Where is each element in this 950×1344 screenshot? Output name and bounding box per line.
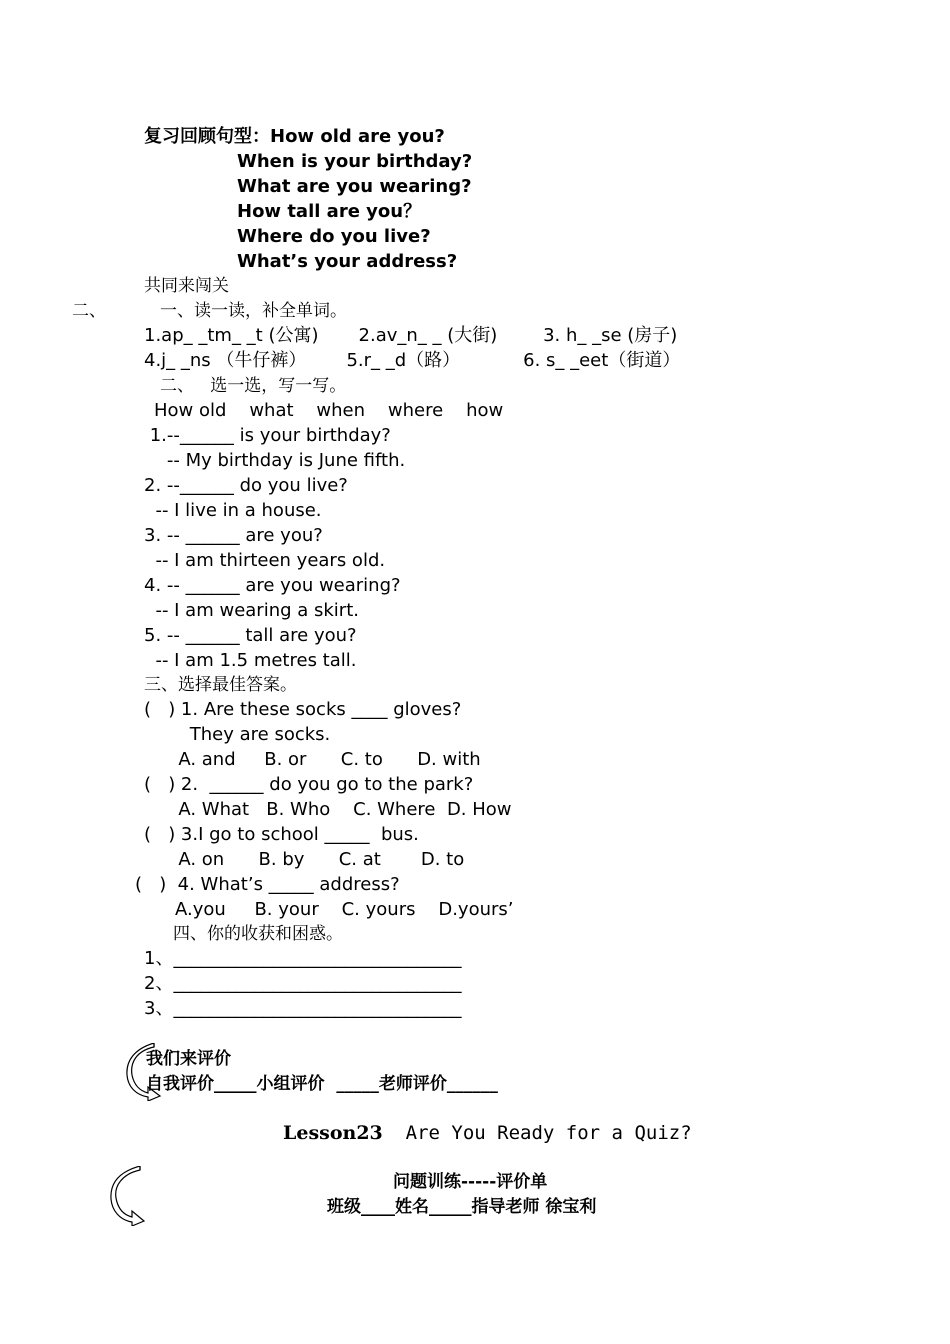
- exercise-line: -- I am wearing a skirt.: [144, 600, 359, 621]
- lesson-name: Are You Ready for a Quiz?: [382, 1122, 692, 1144]
- evaluation-line: 自我评价_____小组评价 _____老师评价______: [146, 1074, 498, 1094]
- review-question: What are you wearing?: [237, 176, 472, 197]
- section-number: 二、: [72, 301, 106, 321]
- exercise-line: -- My birthday is June fifth.: [144, 450, 406, 471]
- review-question: What’s your address?: [237, 251, 458, 272]
- part2-heading: 二、 选一选，写一写。: [160, 376, 347, 396]
- question-line: ( ) 3.I go to school _____ bus.: [144, 824, 419, 845]
- part1-heading: 一、读一读，补全单词。: [160, 301, 347, 321]
- curved-arrow-icon: [110, 1166, 146, 1226]
- question-line: ( ) 4. What’s _____ address?: [135, 874, 400, 895]
- question-options: A.you B. your C. yours D.yours’: [135, 899, 514, 920]
- question-options: A. and B. or C. to D. with: [144, 749, 481, 770]
- part4-heading: 四、你的收获和困惑。: [173, 924, 343, 944]
- question-line: ( ) 2. ______ do you go to the park?: [144, 774, 474, 795]
- review-label: 复习回顾句型：: [144, 126, 270, 147]
- review-question: When is your birthday?: [237, 151, 473, 172]
- exercise-line: -- I live in a house.: [144, 500, 322, 521]
- question-line: ( ) 1. Are these socks ____ gloves?: [144, 699, 462, 720]
- exercise-line: 4. -- ______ are you wearing?: [144, 575, 401, 596]
- answer-line: 1、________________________________: [144, 948, 462, 969]
- question-options: A. What B. Who C. Where D. How: [144, 799, 512, 820]
- part3-heading: 三、选择最佳答案。: [144, 675, 297, 695]
- review-question: Where do you live?: [237, 226, 431, 247]
- section-heading-together: 共同来闯关: [144, 276, 229, 296]
- lesson-number: Lesson23: [283, 1122, 383, 1144]
- review-line-1: [144, 126, 445, 148]
- question-options: A. on B. by C. at D. to: [144, 849, 465, 870]
- review-question: How tall are you？: [237, 201, 422, 222]
- exercise-line: -- I am thirteen years old.: [144, 550, 386, 571]
- part1-row: 4.j_ _ns （牛仔裤） 5.r_ _d（路） 6. s_ _eet（街道）: [144, 350, 681, 371]
- sheet-info: 班级____姓名_____指导老师 徐宝利: [327, 1197, 597, 1217]
- part1-row: 1.ap_ _tm_ _t (公寓) 2.av_n_ _ (大街) 3. h_ _se (房子): [144, 325, 678, 346]
- review-question: How old are you?: [270, 126, 445, 147]
- sheet-title: 问题训练-----评价单: [393, 1172, 548, 1192]
- answer-line: 3、________________________________: [144, 998, 462, 1019]
- answer-line: 2、________________________________: [144, 973, 462, 994]
- exercise-line: 3. -- ______ are you?: [144, 525, 323, 546]
- exercise-line: 5. -- ______ tall are you?: [144, 625, 357, 646]
- exercise-line: -- I am 1.5 metres tall.: [144, 650, 357, 671]
- lesson-title: [283, 1122, 692, 1144]
- evaluation-title: 我们来评价: [146, 1049, 231, 1069]
- exercise-line: 2. --______ do you live?: [144, 475, 348, 496]
- question-line: They are socks.: [144, 724, 331, 745]
- word-bank: How old what when where how: [154, 400, 504, 421]
- exercise-line: 1.--______ is your birthday?: [144, 425, 391, 446]
